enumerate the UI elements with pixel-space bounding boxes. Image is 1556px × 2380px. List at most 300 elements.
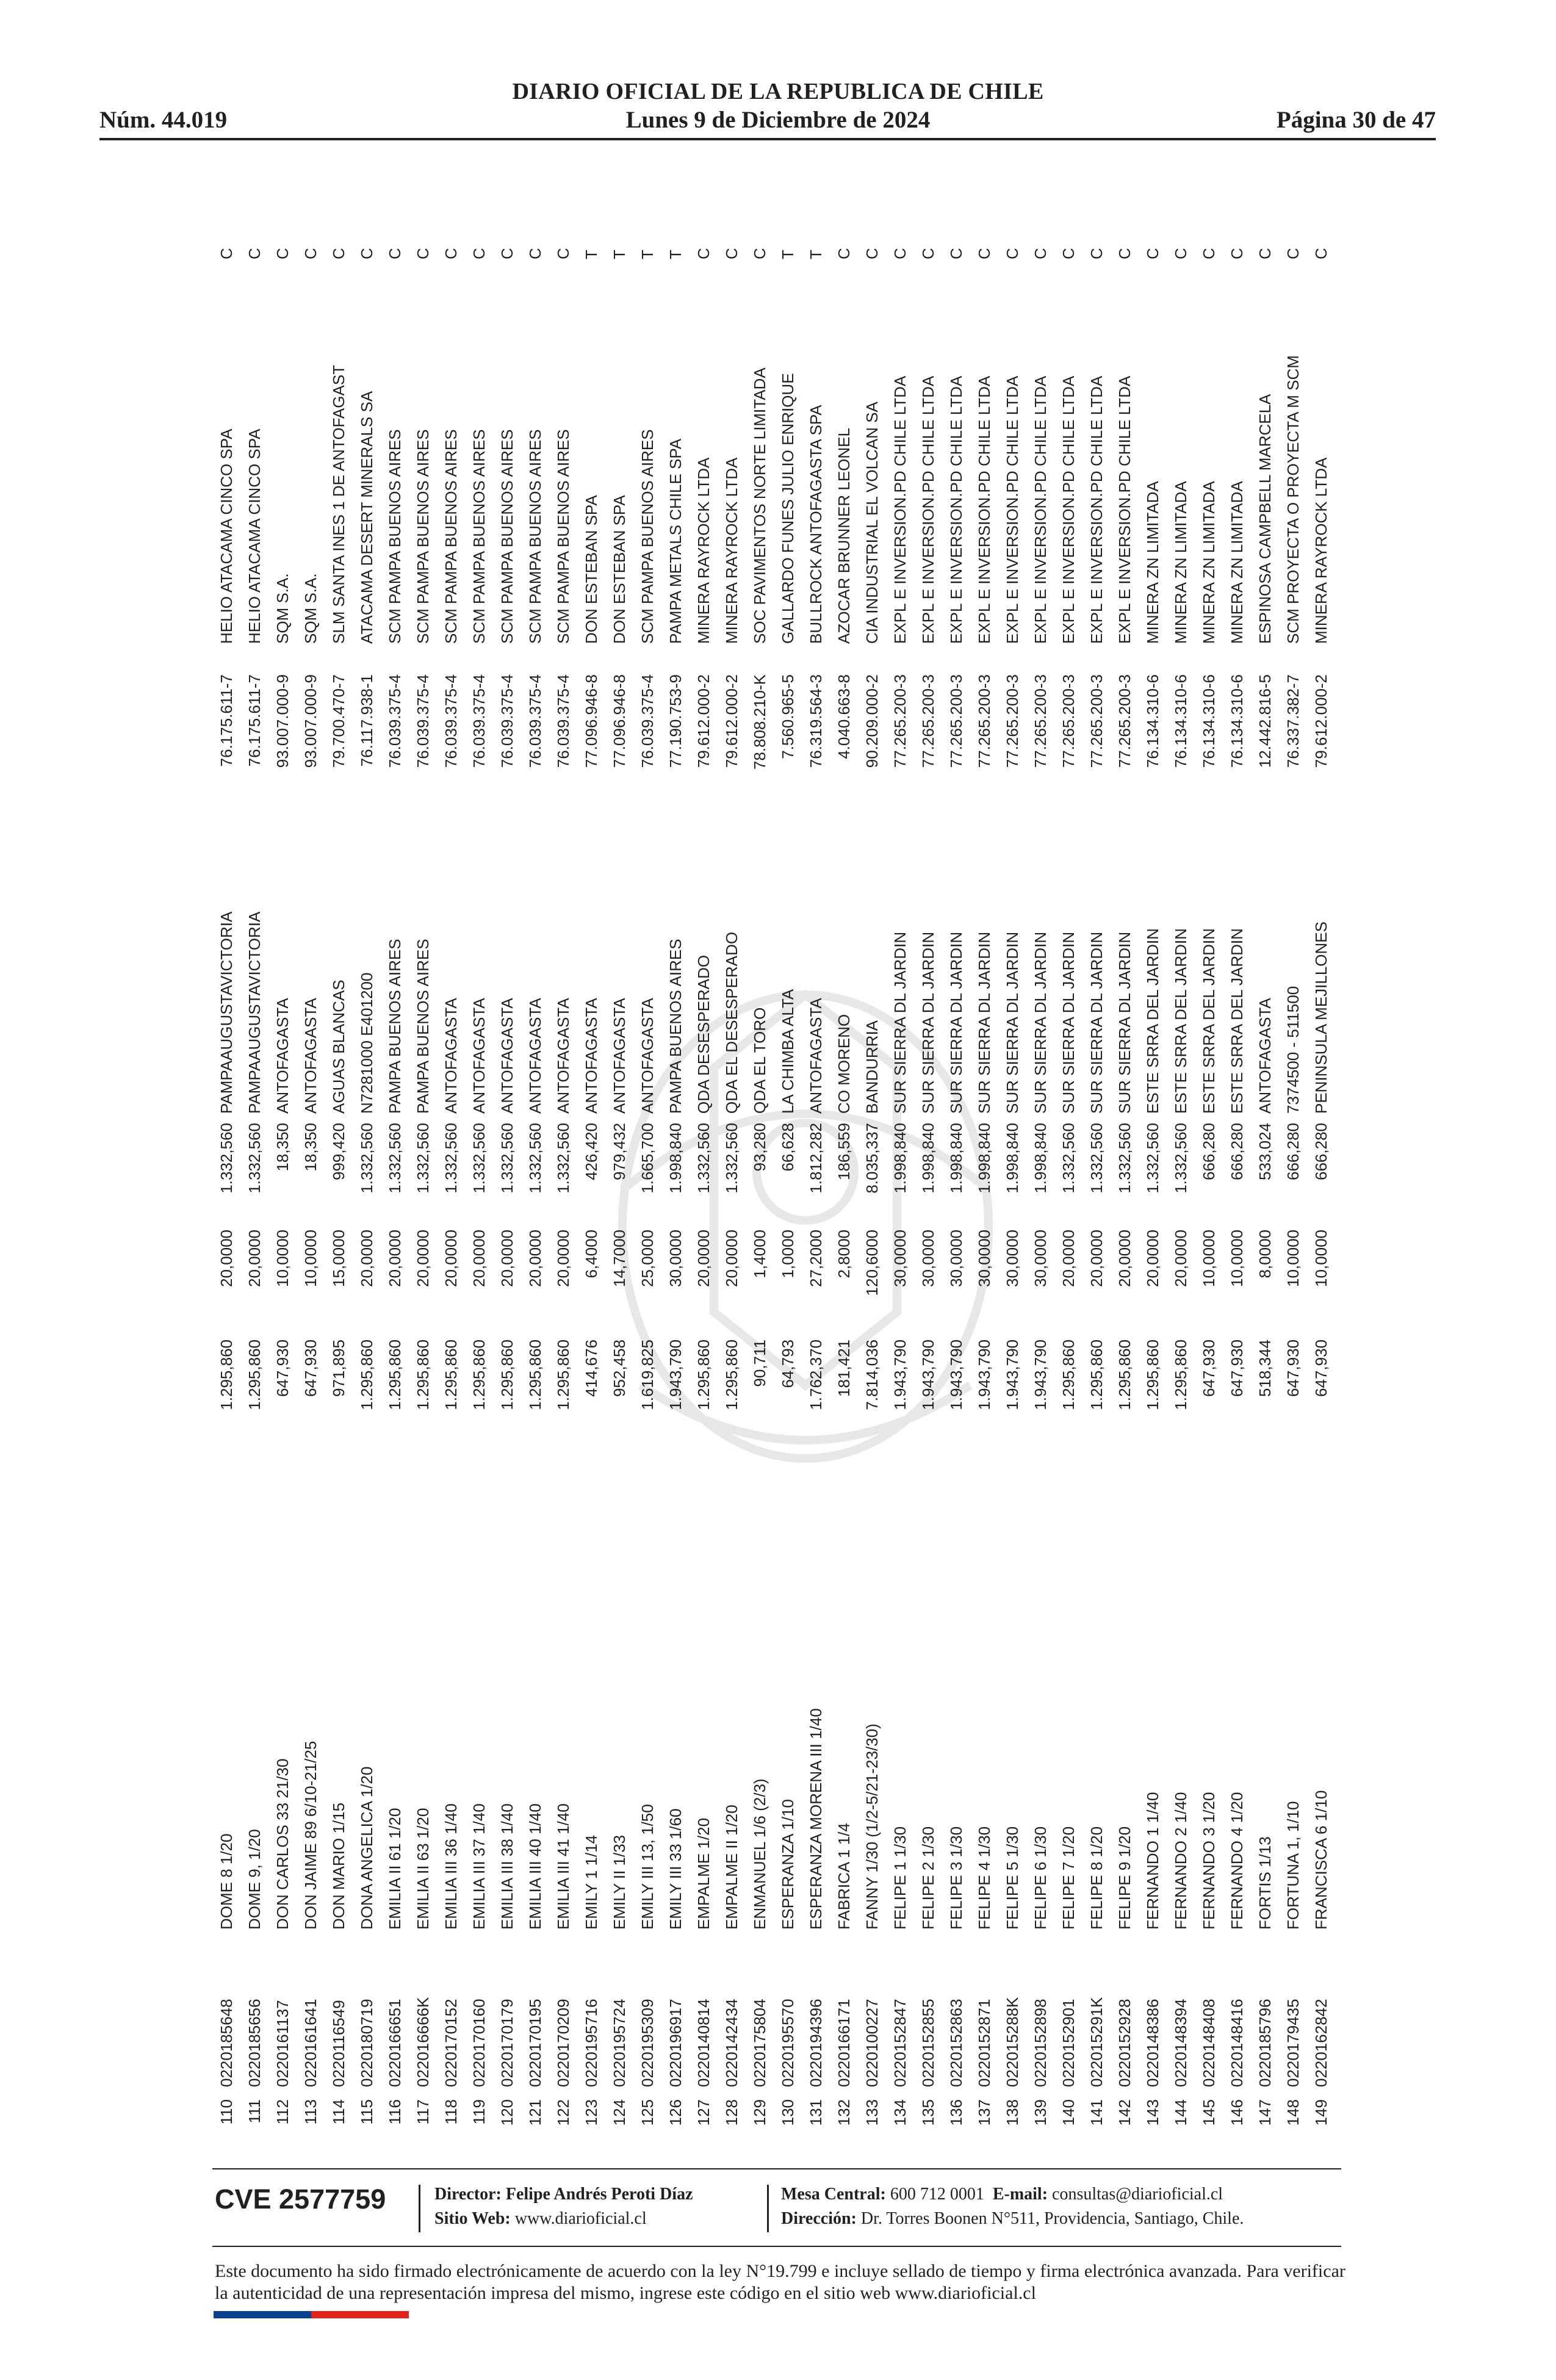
area-c: 1.332,560	[1059, 1123, 1078, 1194]
area-c: 1.998,840	[891, 1123, 909, 1194]
area-a: 1.295,860	[1087, 1340, 1106, 1410]
table-row	[493, 232, 521, 2136]
area-a: 1.295,860	[386, 1340, 404, 1410]
rut: 76.039.375-4	[526, 674, 544, 768]
table-row	[577, 232, 605, 2136]
area-b: 20,0000	[694, 1230, 713, 1287]
rol-code: 0220148386	[1144, 1999, 1162, 2087]
table-row	[914, 232, 942, 2136]
location: SUR SIERRA DL JARDIN	[919, 931, 937, 1114]
owner: SCM PAMPA BUENOS AIRES	[638, 429, 657, 644]
rol-code: 0220148416	[1228, 1999, 1246, 2087]
claim-name: EMILIA II 61 1/20	[386, 1808, 404, 1930]
location: SUR SIERRA DL JARDIN	[947, 931, 965, 1114]
rut: 76.039.375-4	[638, 674, 657, 768]
type-code: T	[638, 250, 657, 259]
claim-name: DON JAIME 89 6/10-21/25	[301, 1740, 320, 1930]
owner: SCM PAMPA BUENOS AIRES	[498, 429, 516, 644]
claim-name: DOME 9, 1/20	[245, 1829, 264, 1930]
claim-name: DOME 8 1/20	[217, 1833, 236, 1930]
director-label: Director:	[434, 2185, 502, 2204]
area-a: 1.943,790	[891, 1340, 909, 1410]
claim-name: EMILY 1 1/14	[582, 1834, 600, 1930]
area-a: 1.295,860	[1144, 1340, 1162, 1410]
area-b: 10,0000	[273, 1230, 292, 1287]
footer-divider-bottom	[212, 2246, 1341, 2247]
address-text: Dr. Torres Boonen N°511, Providencia, Santiago, Chile.	[860, 2209, 1244, 2228]
owner: MINERA RAYROCK LTDA	[722, 457, 741, 644]
location: PAMPAAUGUSTAVICTORIA	[217, 911, 236, 1114]
rol-code: 0220170160	[470, 1999, 488, 2087]
area-c: 93,280	[751, 1123, 769, 1172]
area-c: 1.332,560	[414, 1123, 432, 1194]
rol-code: 022016666K	[414, 1997, 432, 2087]
area-b: 20,0000	[386, 1230, 404, 1287]
area-b: 10,0000	[1200, 1230, 1218, 1287]
address-line	[781, 2209, 1244, 2229]
type-code: C	[1144, 248, 1162, 259]
location: AGUAS BLANCAS	[330, 979, 348, 1114]
rut: 77.265.200-3	[1031, 674, 1050, 768]
area-b: 20,0000	[358, 1230, 376, 1287]
type-code: C	[835, 248, 853, 259]
claim-name: EMILY III 13, 1/50	[638, 1804, 657, 1930]
location: 7374500 - 511500	[1284, 986, 1302, 1114]
rol-code: 0220195724	[610, 1999, 629, 2087]
rut: 76.039.375-4	[414, 674, 432, 768]
claim-name: FERNANDO 2 1/40	[1172, 1792, 1190, 1930]
claim-name: EMILIA III 36 1/40	[442, 1803, 460, 1930]
type-code: C	[694, 248, 713, 259]
owner: SOC PAVIMENTOS NORTE LIMITADA	[751, 367, 769, 644]
area-c: 1.812,282	[807, 1123, 825, 1194]
rol-code: 0220152855	[919, 1999, 937, 2087]
area-b: 6,4000	[582, 1230, 600, 1278]
claim-name: FERNANDO 3 1/20	[1200, 1792, 1218, 1930]
rut: 76.117.938-1	[358, 674, 376, 767]
rut: 76.337.382-7	[1284, 674, 1302, 768]
row-number: 145	[1200, 2099, 1218, 2126]
owner: SCM PAMPA BUENOS AIRES	[554, 429, 572, 644]
area-c: 1.332,560	[442, 1123, 460, 1194]
rut: 79.612.000-2	[1312, 674, 1330, 768]
type-code: C	[358, 248, 376, 259]
area-b: 10,0000	[1228, 1230, 1246, 1287]
claim-name: FORTUNA 1, 1/10	[1284, 1801, 1302, 1930]
rol-code: 022015291K	[1087, 1997, 1106, 2087]
issue-number: Núm. 44.019	[99, 107, 228, 133]
location: ESTE SRRA DEL JARDIN	[1228, 928, 1246, 1114]
owner: EXPL E INVERSION.PD CHILE LTDA	[1087, 375, 1106, 644]
rol-code: 0220100227	[863, 1999, 881, 2087]
owner: EXPL E INVERSION.PD CHILE LTDA	[891, 375, 909, 644]
area-c: 8.035,337	[863, 1123, 881, 1194]
rut: 12.442.816-5	[1256, 674, 1274, 768]
owner: MINERA RAYROCK LTDA	[694, 457, 713, 644]
table-row	[746, 232, 774, 2136]
area-c: 1.332,560	[498, 1123, 516, 1194]
location: PAMPA BUENOS AIRES	[414, 939, 432, 1114]
rol-code: 0220152898	[1031, 1999, 1050, 2087]
area-c: 666,280	[1284, 1123, 1302, 1180]
area-c: 1.998,840	[1031, 1123, 1050, 1194]
location: ANTOFAGASTA	[470, 998, 488, 1114]
gazette-title: DIARIO OFICIAL DE LA REPUBLICA DE CHILE	[512, 79, 1044, 104]
rol-code: 0220195309	[638, 1999, 657, 2087]
director-line	[434, 2185, 693, 2204]
table-row	[942, 232, 970, 2136]
rut: 76.134.310-6	[1228, 674, 1246, 768]
area-a: 647,930	[273, 1340, 292, 1397]
area-b: 14,7000	[610, 1230, 629, 1287]
cve-code: CVE 2577759	[215, 2183, 386, 2215]
area-a: 647,930	[1312, 1340, 1330, 1397]
rol-code: 0220175804	[751, 1999, 769, 2087]
location: ANTOFAGASTA	[582, 998, 600, 1114]
area-a: 647,930	[1200, 1340, 1218, 1397]
table-row	[325, 232, 353, 2136]
area-c: 979,432	[610, 1123, 629, 1180]
rut: 77.265.200-3	[1087, 674, 1106, 768]
owner: SCM PAMPA BUENOS AIRES	[386, 429, 404, 644]
email-link[interactable]: consultas@diarioficial.cl	[1052, 2185, 1223, 2204]
header-divider	[99, 138, 1436, 140]
area-b: 20,0000	[1087, 1230, 1106, 1287]
row-number: 135	[919, 2099, 937, 2126]
footer-separator	[767, 2185, 769, 2232]
table-row	[605, 232, 633, 2136]
location: ANTOFAGASTA	[273, 998, 292, 1114]
table-row	[521, 232, 549, 2136]
owner: MINERA ZN LIMITADA	[1144, 481, 1162, 644]
area-a: 1.295,860	[442, 1340, 460, 1410]
area-b: 20,0000	[1172, 1230, 1190, 1287]
table-row	[886, 232, 914, 2136]
table-row	[409, 232, 437, 2136]
claim-name: FELIPE 3 1/30	[947, 1826, 965, 1930]
type-code: T	[807, 250, 825, 259]
issue-date: Lunes 9 de Diciembre de 2024	[625, 107, 931, 133]
area-c: 1.332,560	[1172, 1123, 1190, 1194]
area-a: 414,676	[582, 1340, 600, 1397]
area-a: 1.295,860	[722, 1340, 741, 1410]
type-code: T	[779, 250, 797, 259]
director-name: Felipe Andrés Peroti Díaz	[505, 2185, 693, 2204]
type-code: C	[1284, 248, 1302, 259]
owner: EXPL E INVERSION.PD CHILE LTDA	[975, 375, 993, 644]
area-a: 181,421	[835, 1340, 853, 1397]
area-b: 30,0000	[1031, 1230, 1050, 1287]
area-a: 1.762,370	[807, 1340, 825, 1410]
rut: 77.265.200-3	[1059, 674, 1078, 768]
area-b: 20,0000	[554, 1230, 572, 1287]
area-a: 952,458	[610, 1340, 629, 1397]
footer-separator	[419, 2185, 420, 2232]
location: CO MORENO	[835, 1014, 853, 1114]
row-number: 124	[610, 2099, 629, 2126]
claim-name: EMILIA III 38 1/40	[498, 1803, 516, 1930]
website-label: Sitio Web:	[434, 2209, 511, 2228]
table-row	[633, 232, 661, 2136]
owner: EXPL E INVERSION.PD CHILE LTDA	[919, 375, 937, 644]
rut: 93.007.000-9	[301, 674, 320, 768]
location: SUR SIERRA DL JARDIN	[1115, 931, 1134, 1114]
location: ANTOFAGASTA	[1256, 998, 1274, 1114]
area-b: 10,0000	[1312, 1230, 1330, 1287]
table-row	[718, 232, 746, 2136]
area-a: 1.943,790	[1003, 1340, 1021, 1410]
page-number: Página 30 de 47	[1276, 107, 1436, 133]
type-code: C	[975, 248, 993, 259]
location: ANTOFAGASTA	[610, 998, 629, 1114]
location: SUR SIERRA DL JARDIN	[1031, 931, 1050, 1114]
area-b: 20,0000	[217, 1230, 236, 1287]
area-c: 1.332,560	[245, 1123, 264, 1194]
area-a: 1.295,860	[554, 1340, 572, 1410]
rut: 77.265.200-3	[947, 674, 965, 768]
area-b: 1,4000	[751, 1230, 769, 1278]
type-code: C	[442, 248, 460, 259]
location: ANTOFAGASTA	[301, 998, 320, 1114]
row-number: 113	[301, 2099, 320, 2125]
table-row	[1223, 232, 1251, 2136]
owner: EXPL E INVERSION.PD CHILE LTDA	[1003, 375, 1021, 644]
rol-code: 0220196917	[666, 1999, 685, 2087]
area-a: 647,930	[1284, 1340, 1302, 1397]
table-row	[858, 232, 886, 2136]
rut: 76.039.375-4	[470, 674, 488, 768]
location: SUR SIERRA DL JARDIN	[1059, 931, 1078, 1114]
location: ANTOFAGASTA	[807, 998, 825, 1114]
type-code: C	[1087, 248, 1106, 259]
rut: 76.319.564-3	[807, 674, 825, 768]
area-c: 666,280	[1228, 1123, 1246, 1180]
claim-name: DON MARIO 1/15	[330, 1802, 348, 1930]
owner: CIA INDUSTRIAL EL VOLCAN SA	[863, 402, 881, 644]
rol-code: 0220185648	[217, 1999, 236, 2087]
area-a: 647,930	[1228, 1340, 1246, 1397]
location: ESTE SRRA DEL JARDIN	[1200, 928, 1218, 1114]
rol-code: 0220116549	[330, 2000, 348, 2087]
area-b: 20,0000	[1144, 1230, 1162, 1287]
claim-name: FANNY 1/30 (1/2-5/21-23/30)	[863, 1723, 881, 1930]
email-label: E-mail:	[992, 2185, 1048, 2204]
area-a: 1.295,860	[470, 1340, 488, 1410]
rut: 77.096.946-8	[582, 674, 600, 768]
claim-name: FELIPE 4 1/30	[975, 1826, 993, 1930]
location: QDA DESESPERADO	[694, 954, 713, 1114]
claim-name: DON CARLOS 33 21/30	[273, 1758, 292, 1930]
rol-code: 0220152928	[1115, 1999, 1134, 2087]
area-c: 18,350	[301, 1123, 320, 1172]
rol-code: 0220170209	[554, 1999, 572, 2087]
area-c: 1.332,560	[217, 1123, 236, 1194]
type-code: C	[554, 248, 572, 259]
area-b: 20,0000	[245, 1230, 264, 1287]
type-code: C	[470, 248, 488, 259]
row-number: 134	[891, 2099, 909, 2126]
type-code: C	[273, 248, 292, 259]
rut: 90.209.000-2	[863, 674, 881, 768]
area-a: 518,344	[1256, 1340, 1274, 1397]
location: SUR SIERRA DL JARDIN	[891, 931, 909, 1114]
area-a: 1.295,860	[1172, 1340, 1190, 1410]
claim-name: FERNANDO 1 1/40	[1144, 1792, 1162, 1930]
owner: MINERA RAYROCK LTDA	[1312, 457, 1330, 644]
rol-code: 0220170152	[442, 1999, 460, 2087]
row-number: 148	[1284, 2099, 1302, 2126]
row-number: 129	[751, 2099, 769, 2126]
row-number: 149	[1312, 2099, 1330, 2126]
row-number: 122	[554, 2099, 572, 2126]
claim-name: FRANCISCA 6 1/10	[1312, 1790, 1330, 1930]
area-b: 10,0000	[301, 1230, 320, 1287]
area-a: 647,930	[301, 1340, 320, 1397]
type-code: T	[582, 250, 600, 259]
table-row	[297, 232, 325, 2136]
owner: SCM PAMPA BUENOS AIRES	[470, 429, 488, 644]
rut: 76.134.310-6	[1200, 674, 1218, 768]
owner: HELIO ATACAMA CINCO SPA	[217, 428, 236, 644]
type-code: C	[245, 248, 264, 259]
area-a: 1.943,790	[1031, 1340, 1050, 1410]
area-c: 426,420	[582, 1123, 600, 1180]
owner: ATACAMA DESERT MINERALS SA	[358, 391, 376, 644]
area-b: 20,0000	[722, 1230, 741, 1287]
rol-code: 0220179435	[1284, 1999, 1302, 2087]
type-code: C	[947, 248, 965, 259]
area-c: 1.332,560	[1087, 1123, 1106, 1194]
flag-stripe-red	[311, 2311, 409, 2318]
table-row	[970, 232, 998, 2136]
area-b: 20,0000	[414, 1230, 432, 1287]
area-c: 1.998,840	[919, 1123, 937, 1194]
rol-code: 0220195570	[779, 1999, 797, 2087]
table-row	[1082, 232, 1111, 2136]
rut: 77.265.200-3	[1115, 674, 1134, 768]
claim-name: EMILIA III 41 1/40	[554, 1803, 572, 1930]
area-b: 30,0000	[947, 1230, 965, 1287]
claim-name: FELIPE 8 1/20	[1087, 1826, 1106, 1930]
claim-name: ESPERANZA 1/10	[779, 1799, 797, 1930]
rol-code: 0220166171	[835, 1999, 853, 2087]
rol-code: 0220152863	[947, 1999, 965, 2087]
flag-stripe-blue	[214, 2311, 311, 2318]
table-row	[212, 232, 240, 2136]
owner: MINERA ZN LIMITADA	[1200, 481, 1218, 644]
type-code: C	[526, 248, 544, 259]
area-c: 1.998,840	[1003, 1123, 1021, 1194]
row-number: 128	[722, 2099, 741, 2126]
row-number: 120	[498, 2099, 516, 2126]
area-c: 1.998,840	[947, 1123, 965, 1194]
rut: 76.039.375-4	[554, 674, 572, 768]
row-number: 126	[666, 2099, 685, 2126]
area-b: 120,6000	[863, 1230, 881, 1296]
row-number: 136	[947, 2099, 965, 2126]
website-link[interactable]: www.diarioficial.cl	[514, 2209, 647, 2228]
area-b: 15,0000	[330, 1230, 348, 1287]
claim-name: FERNANDO 4 1/20	[1228, 1792, 1246, 1930]
type-code: C	[863, 248, 881, 259]
claim-name: DONA ANGELICA 1/20	[358, 1766, 376, 1930]
table-row	[1111, 232, 1139, 2136]
location: ANTOFAGASTA	[554, 998, 572, 1114]
owner: SCM PAMPA BUENOS AIRES	[526, 429, 544, 644]
location: SUR SIERRA DL JARDIN	[1087, 931, 1106, 1114]
location: ANTOFAGASTA	[498, 998, 516, 1114]
rut: 76.039.375-4	[442, 674, 460, 768]
type-code: T	[610, 250, 629, 259]
table-row	[1054, 232, 1082, 2136]
table-row	[240, 232, 268, 2136]
area-c: 1.998,840	[666, 1123, 685, 1194]
row-number: 117	[414, 2099, 432, 2125]
table-row	[1026, 232, 1054, 2136]
area-c: 533,024	[1256, 1123, 1274, 1180]
location: QDA EL DESESPERADO	[722, 931, 741, 1114]
area-a: 1.295,860	[358, 1340, 376, 1410]
mesa-phone: 600 712 0001	[890, 2185, 984, 2204]
table-row	[661, 232, 690, 2136]
row-number: 146	[1228, 2099, 1246, 2126]
area-a: 1.295,860	[217, 1340, 236, 1410]
area-a: 971,895	[330, 1340, 348, 1397]
type-code: C	[1200, 248, 1218, 259]
rol-code: 0220185796	[1256, 1999, 1274, 2087]
area-a: 1.943,790	[666, 1340, 685, 1410]
claim-name: EMPALME II 1/20	[722, 1805, 741, 1930]
claim-name: ESPERANZA MORENA III 1/40	[807, 1708, 825, 1930]
owner: MINERA ZN LIMITADA	[1228, 481, 1246, 644]
rol-code: 0220180719	[358, 1999, 376, 2087]
location: ANTOFAGASTA	[638, 998, 657, 1114]
table-row	[690, 232, 718, 2136]
rut: 78.808.210-K	[751, 674, 769, 770]
rut: 79.700.470-7	[330, 674, 348, 768]
rol-code: 0220161137	[273, 2000, 292, 2087]
area-b: 25,0000	[638, 1230, 657, 1287]
area-b: 30,0000	[975, 1230, 993, 1287]
rut: 4.040.663-8	[835, 674, 853, 759]
claim-name: FELIPE 2 1/30	[919, 1826, 937, 1930]
area-a: 1.943,790	[975, 1340, 993, 1410]
type-code: T	[666, 250, 685, 259]
claim-name: EMILY III 33 1/60	[666, 1808, 685, 1930]
table-row	[549, 232, 577, 2136]
rut: 77.190.753-9	[666, 674, 685, 768]
row-number: 141	[1087, 2099, 1106, 2126]
contact-line	[781, 2185, 1223, 2204]
footer-divider-top	[212, 2168, 1341, 2169]
area-c: 1.332,560	[1115, 1123, 1134, 1194]
table-row	[774, 232, 802, 2136]
location: ANTOFAGASTA	[526, 998, 544, 1114]
rol-code: 0220152901	[1059, 1999, 1078, 2087]
location: PENINSULA MEJILLONES	[1312, 921, 1330, 1114]
address-label: Dirección:	[781, 2209, 857, 2228]
rut: 76.039.375-4	[386, 674, 404, 768]
rut: 77.096.946-8	[610, 674, 629, 768]
row-number: 127	[694, 2099, 713, 2126]
row-number: 137	[975, 2099, 993, 2126]
claim-name: EMILIA II 63 1/20	[414, 1808, 432, 1930]
row-number: 132	[835, 2099, 853, 2126]
area-b: 20,0000	[1115, 1230, 1134, 1287]
location: QDA EL TORO	[751, 1007, 769, 1114]
row-number: 114	[330, 2099, 348, 2125]
area-c: 666,280	[1200, 1123, 1218, 1180]
